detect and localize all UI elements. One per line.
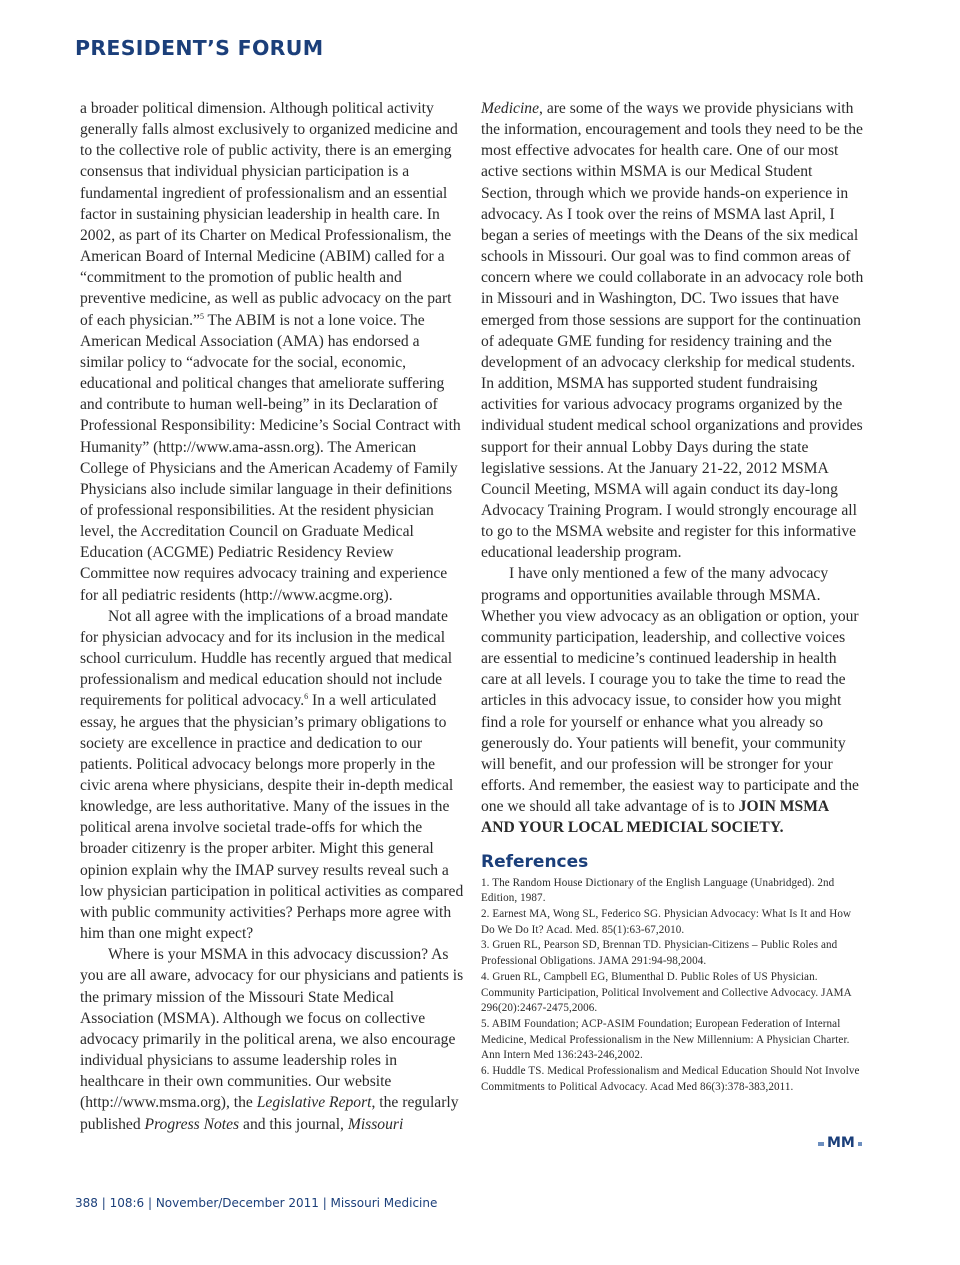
logo-text: MM [824,1134,858,1152]
paragraph-missouri-medicine: Medicine, are some of the ways we provide physicians with the information, encouragement and tools they need to be the most effective advocates for health care. One of our most active sections within MSMA is our Medical Student Section, through which we provide hands-on experience in advocacy. As I took over the reins of MSMA last April, I began a series of meetings with the Deans of the six medical schools in Missouri. Our goal was to find common areas of concern where we could collaborate in an advocacy role both in Missouri and in Washington, DC. Two issues that have emerged from those sessions are support for the continuation of adequate GME funding for residency training and the development of an advocacy clerkship for medical students. In addition, MSMA has supported student fundraising activities for various advocacy programs organized by the individual student medical school organizations and provides support for their annual Lobby Days during the state legislative sessions. At the January 21-22, 2012 MSMA Council Meeting, MSMA will again conduct its day-long Advocacy Training Program. I would strongly encourage all to go to the MSMA website and register for this informative educational leadership program. [481,100,864,562]
right-column [481,98,865,1095]
reference-item: 4. Gruen RL, Campbell EG, Blumenthal D. Public Roles of US Physician. Community Participation, Political Involvement and Collective Advocacy. JAMA 296(20):2467-2475,2006. [481,970,852,1015]
references-list [481,876,865,1096]
paragraph-not-all-agree: Not all agree with the implications of a broad mandate for physician advocacy and for its inclusion in the medical school curriculum. Huddle has recently argued that medical professionalism and medical education should not include requirements for political advocacy.$^6$ In a well articulated essay, he argues that the physician’s primary obligations to society are excellence in practice and dedication to our patients. Political advocacy belongs more properly in the civic arena where physicians, despite their in-depth medical knowledge, are less authoritative. Many of the issues in the political arena involve societal trade-offs for which the broader citizenry is the proper arbiter. Might this general opinion explain why the IMAP survey results reveal such a low physician participation in political activities as compared with public community activities? Perhaps more agree with him than one might expect? [80,607,464,943]
mm-logo [818,1137,862,1151]
citation-5: 5 [199,311,204,321]
left-column [80,98,464,1135]
reference-item: 3. Gruen RL, Pearson SD, Brennan TD. Physician-Citizens – Public Roles and Professional Obligations. JAMA 291:94-98,2004. [481,939,838,968]
page-footer: 388 | 108:6 | November/December 2011 | Missouri Medicine [75,1196,438,1210]
section-header: PRESIDENT’S FORUM [75,36,324,60]
citation-6: 6 [304,692,309,702]
reference-item: 1. The Random House Dictionary of the English Language (Unabridged). 2nd Edition, 1987. [481,876,835,905]
paragraph-closing: I have only mentioned a few of the many advocacy programs and opportunities available through MSMA. Whether you view advocacy as an obligation or option, your community participation, leadership, and collective voices are essential to medicine’s continued leadership in health care at all levels. I courage you to take the time to read the articles in this advocacy issue, to consider how you might find a role for yourself or enhance what you already so generously do. Your patients will benefit, your community will benefit, and our profession will be stronger for your efforts. And remember, the easiest way to participate and the one we should all take advantage of is to JOIN MSMA AND YOUR LOCAL MEDICIAL SOCIETY. [481,565,859,837]
paragraph-political-dimension: a broader political dimension. Although political activity generally falls almost exclusively to organized medicine and to the collective role of public activity, there is an emerging consensus that individual physician participation is a fundamental ingredient of professionalism and an essential factor in sustaining physician leadership in health care. In 2002, as part of its Charter on Medical Professionalism, the American Board of Internal Medicine (ABIM) called for a “commitment to the promotion of public health and preventive medicine, as well as public advocacy on the part of each physician.”$^5$ The ABIM is not a lone voice. The American Medical Association (AMA) has endorsed a similar policy to “advocate for the social, economic, educational and political changes that ameliorate suffering and contribute to human well-being” in its Declaration of Professional Responsibility: Medicine’s Social Contract with Humanity” (http://www.ama-assn.org). The American College of Physicians and the American Academy of Family Physicians also include similar language in their definitions of professional responsibilities. At the resident physician level, the Accreditation Council on Graduate Medical Education (ACGME) Pediatric Residency Review Committee now requires advocacy training and experience for all pediatric residents (http://www.acgme.org). [80,100,461,604]
paragraph-where-is-msma: Where is your MSMA in this advocacy discussion? As you are all aware, advocacy for our physicians and patients is the primary mission of the Missouri State Medical Association (MSMA). Although we focus on collective advocacy primarily in the political arena, we also encourage individual physicians to assume leadership roles in healthcare in their own communities. Our website (http://www.msma.org), the Legislative Report, the regularly published Progress Notes and this journal, Missouri [80,946,464,1133]
join-msma-callout: JOIN MSMA AND YOUR LOCAL MEDICIAL SOCIETY. [481,798,829,837]
reference-item: 5. ABIM Foundation; ACP-ASIM Foundation; European Federation of Internal Medicine, Medical Professionalism in the New Millennium: A Physician Charter. Ann Intern Med 136:243-246,2002. [481,1017,850,1062]
references-heading: References [481,852,589,873]
reference-item: 2. Earnest MA, Wong SL, Federico SG. Physician Advocacy: What Is It and How Do We Do It? Acad. Med. 85(1):63-67,2010. [481,908,852,936]
reference-item: 6. Huddle TS. Medical Professionalism and Medical Education Should Not Involve Commitments to Political Advocacy. Acad Med 86(3):378-383,2011. [481,1065,860,1093]
